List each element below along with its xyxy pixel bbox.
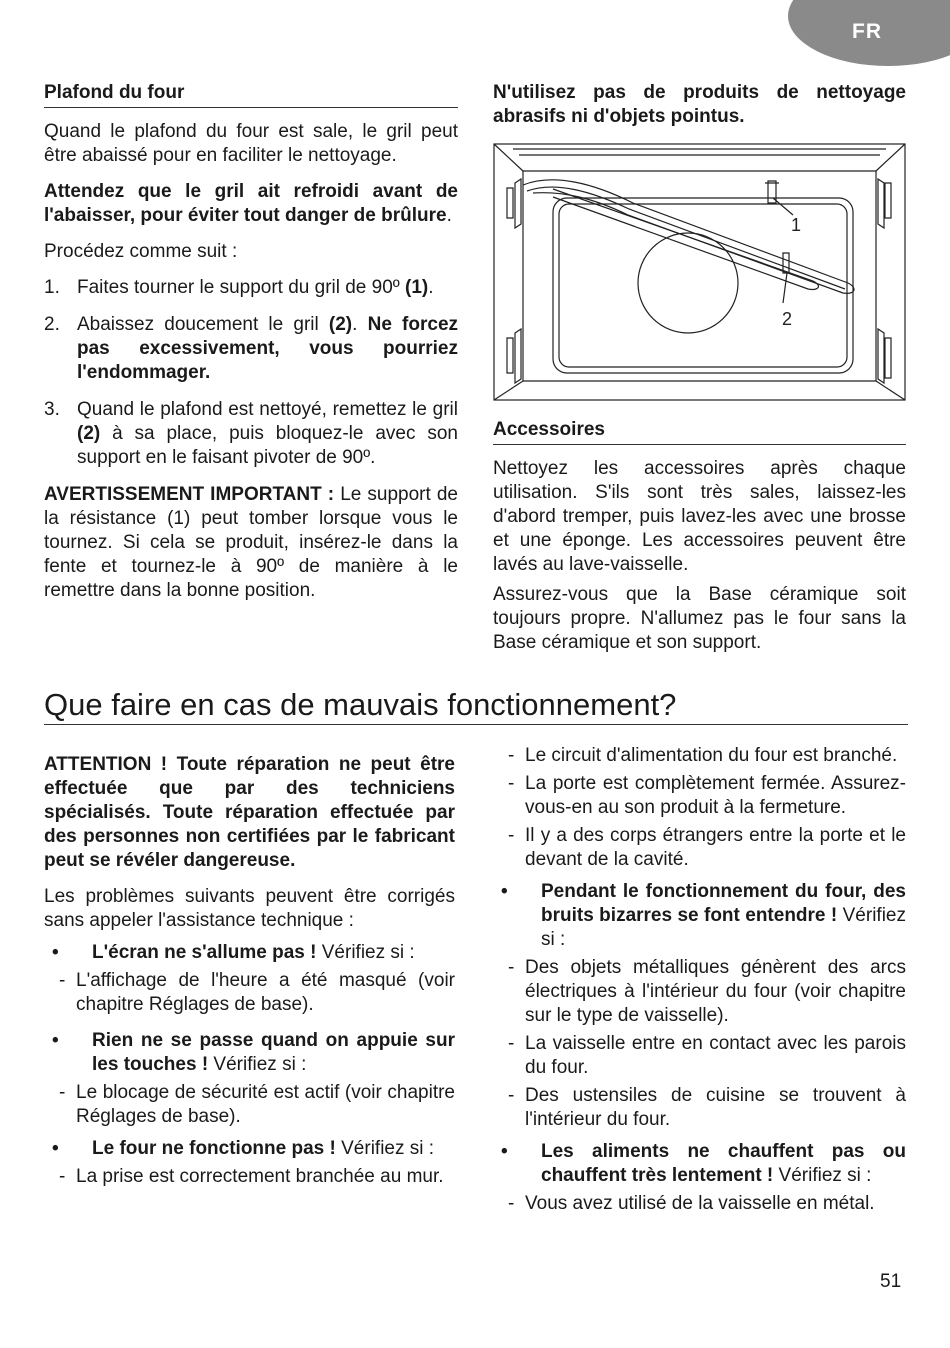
bullet: • (52, 942, 59, 963)
dash: - (59, 1166, 66, 1187)
check-item (493, 1032, 906, 1080)
important-warning (44, 483, 458, 603)
important-warning-text: Le support de la résistance (1) peut tomber lorsque vous le tournez. Si cela se produit, insérez-le dans la fente et tournez-le à 90º de manière à le remettre dans la bonne position. (44, 484, 458, 601)
step-ref: (2) (328, 314, 353, 335)
section-title: Que faire en cas de mauvais fonctionnement? (44, 686, 908, 725)
check-item (44, 1165, 455, 1189)
issue-keys (44, 1029, 455, 1077)
issue-check: Vérifiez si : (208, 1054, 307, 1075)
dash: - (508, 1085, 515, 1106)
check-item (44, 1081, 455, 1129)
right-top-column (493, 81, 906, 141)
bullet: • (501, 881, 508, 902)
issue-title: Les aliments ne chauffent pas ou chauffent très lentement ! (541, 1141, 906, 1186)
ceiling-heading: Plafond du four (44, 81, 458, 108)
cool-warning-bold: Attendez que le gril ait refroidi avant de l'abaisser, pour éviter tout danger de brûlure (44, 181, 458, 226)
left-top-column (44, 81, 458, 615)
dash: - (508, 773, 515, 794)
bullet: • (52, 1030, 59, 1051)
check-item (493, 1084, 906, 1132)
issue-title: Le four ne fonctionne pas ! (92, 1138, 336, 1159)
cool-warning-end: . (446, 205, 452, 226)
figure-label-2: 2 (782, 309, 793, 329)
troubleshoot-intro: Les problèmes suivants peuvent être corrigés sans appeler l'assistance technique : (44, 886, 455, 931)
check-text: Des objets métalliques génèrent des arcs électriques à l'intérieur du four (voir chapitre sur le type de vaisselle). (525, 957, 906, 1026)
dash: - (508, 1193, 515, 1214)
step-text: Faites tourner le support du gril de 90º (77, 277, 406, 298)
step-text-end: . (428, 277, 434, 298)
issue-check: Vérifiez si : (773, 1165, 872, 1186)
step-text: Abaissez doucement le gril (77, 314, 329, 335)
left-bottom-column (44, 753, 455, 1193)
accessories-p2: Assurez-vous que la Base céramique soit toujours propre. N'allumez pas le four sans la Base céramique et son support. (493, 584, 906, 653)
check-item (493, 1192, 906, 1216)
check-text: La vaisselle entre en contact avec les parois du four. (525, 1033, 906, 1078)
check-item (44, 969, 455, 1017)
issue-noises (493, 880, 906, 952)
check-text: Le circuit d'alimentation du four est branché. (525, 745, 898, 766)
issue-title: Pendant le fonctionnement du four, des bruits bizarres se font entendre ! (541, 881, 906, 926)
step-text: Quand le plafond est nettoyé, remettez le gril (77, 399, 458, 420)
dash: - (508, 957, 515, 978)
step-number: 3. (44, 399, 60, 420)
step-3 (44, 398, 458, 470)
check-item (493, 772, 906, 820)
check-item (493, 956, 906, 1028)
attention-notice: ATTENTION ! Toute réparation ne peut être effectuée que par des techniciens spécialisés. Toute réparation effectuée par des personnes non certifiées par le fabricant peut se révéler dangereuse. (44, 754, 455, 871)
accessories-column (493, 418, 906, 667)
issue-heating (493, 1140, 906, 1188)
oven-grill-illustration (493, 143, 906, 401)
check-text: Le blocage de sécurité est actif (voir chapitre Réglages de base). (76, 1082, 455, 1127)
check-text: Il y a des corps étrangers entre la porte et le devant de la cavité. (525, 825, 906, 870)
steps-list (44, 276, 458, 470)
issue-title: L'écran ne s'allume pas ! (92, 942, 317, 963)
language-label: FR (852, 20, 882, 43)
check-text: La porte est complètement fermée. Assurez-vous-en au son produit à la fermeture. (525, 773, 906, 818)
check-text: L'affichage de l'heure a été masqué (voir chapitre Réglages de base). (76, 970, 455, 1015)
step-ref: (1) (405, 277, 429, 298)
dash: - (508, 825, 515, 846)
dash: - (508, 745, 515, 766)
check-item (493, 824, 906, 872)
issue-title: Rien ne se passe quand on appuie sur les touches ! (92, 1030, 455, 1075)
issue-check: Vérifiez si : (316, 942, 415, 963)
step-number: 2. (44, 314, 60, 335)
page-number: 51 (880, 1271, 902, 1292)
important-warning-label: AVERTISSEMENT IMPORTANT : (44, 484, 335, 505)
abrasive-warning: N'utilisez pas de produits de nettoyage abrasifs ni d'objets pointus. (493, 82, 906, 127)
check-text: Vous avez utilisé de la vaisselle en métal. (525, 1193, 875, 1214)
issue-check: Vérifiez si : (541, 905, 906, 950)
check-text: La prise est correctement branchée au mur. (76, 1166, 444, 1187)
cool-warning (44, 180, 458, 228)
accessories-heading: Accessoires (493, 418, 906, 445)
check-text: Des ustensiles de cuisine se trouvent à l'intérieur du four. (525, 1085, 906, 1130)
figure-label-1: 1 (791, 215, 802, 235)
issue-oven (44, 1137, 455, 1161)
step-number: 1. (44, 277, 60, 298)
dash: - (508, 1033, 515, 1054)
step-1 (44, 276, 458, 300)
bullet: • (501, 1141, 508, 1162)
step-text-end: à sa place, puis bloquez-le avec son support en le faisant pivoter de 90º. (77, 423, 458, 468)
step-text-mid: . (352, 314, 368, 335)
bullet: • (52, 1138, 59, 1159)
issue-screen (44, 941, 455, 965)
ceiling-intro: Quand le plafond du four est sale, le gril peut être abaissé pour en faciliter le nettoyage. (44, 121, 458, 166)
procedure-intro: Procédez comme suit : (44, 241, 238, 262)
step-2 (44, 313, 458, 385)
dash: - (59, 970, 66, 991)
dash: - (59, 1082, 66, 1103)
accessories-p1: Nettoyez les accessoires après chaque utilisation. S'ils sont très sales, laissez-les d'abord tremper, puis lavez-les avec une brosse et une éponge. Les accessoires peuvent être lavés au lave-vaisselle. (493, 458, 906, 575)
right-bottom-column (493, 744, 906, 1220)
step-warning: Ne forcez pas excessivement, vous pourriez l'endommager. (77, 314, 459, 383)
step-ref: (2) (77, 423, 101, 444)
check-item (493, 744, 906, 768)
issue-check: Vérifiez si : (335, 1138, 435, 1159)
